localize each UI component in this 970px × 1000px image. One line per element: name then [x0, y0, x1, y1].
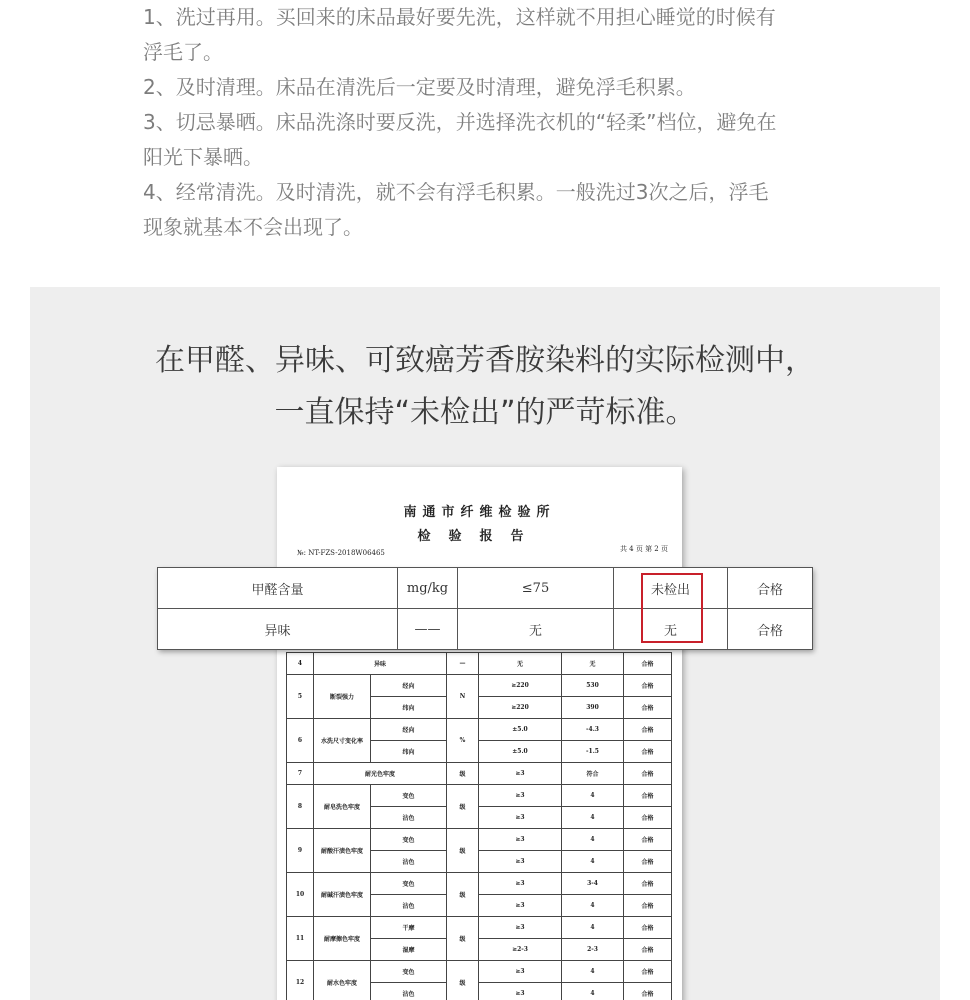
report-cell-unit: 级	[447, 873, 479, 917]
highlight-item: 异味	[158, 609, 398, 650]
report-cell-no: 11	[287, 917, 314, 961]
report-cell-item: 耐水色牢度	[314, 961, 371, 1000]
table-row	[287, 653, 672, 675]
report-cell-sub: 沾色	[371, 895, 447, 917]
headline-line-1: 在甲醛、异味、可致癌芳香胺染料的实际检测中，	[155, 343, 815, 378]
report-cell-no: 12	[287, 961, 314, 1000]
report-number: №: NT-FZS-2018W06465	[297, 549, 385, 557]
report-cell-verdict: 合格	[624, 807, 672, 829]
report-institute: 南通市纤维检验所	[403, 505, 556, 520]
report-cell-result: 4	[562, 961, 624, 983]
report-cell-result: 390	[562, 697, 624, 719]
report-cell-std: ≥3	[479, 829, 562, 851]
care-tip-2: 2、及时清理。床品在清洗后一定要及时清理，避免浮毛积累。	[143, 75, 696, 99]
report-cell-std: ≥3	[479, 873, 562, 895]
report-cell-unit: 级	[447, 961, 479, 1000]
report-cell-result: 4	[562, 807, 624, 829]
report-cell-result: 4	[562, 829, 624, 851]
report-page-info: 共 4 页 第 2 页	[619, 545, 668, 553]
highlight-item: 甲醛含量	[158, 568, 398, 609]
report-cell-no: 5	[287, 675, 314, 719]
section-headline	[0, 335, 970, 439]
care-tips-list	[143, 0, 843, 245]
highlight-unit: mg/kg	[398, 568, 458, 609]
report-cell-sub: 变色	[371, 961, 447, 983]
care-tip-4: 4、经常清洗。及时清洗，就不会有浮毛积累。一般洗过3次之后，浮毛 现象就基本不会出现了。	[143, 180, 769, 239]
highlight-verdict: 合格	[728, 609, 813, 650]
report-cell-sub: 湿摩	[371, 939, 447, 961]
report-cell-no: 8	[287, 785, 314, 829]
report-cell-sub: 变色	[371, 785, 447, 807]
report-cell-result: -4.3	[562, 719, 624, 741]
report-cell-result: 3-4	[562, 873, 624, 895]
report-cell-sub: 变色	[371, 829, 447, 851]
care-tip-1: 1、洗过再用。买回来的床品最好要先洗，这样就不用担心睡觉的时候有 浮毛了。	[143, 5, 776, 64]
highlight-standard: ≤75	[458, 568, 614, 609]
report-cell-item: 断裂强力	[314, 675, 371, 719]
report-cell-std: ≥3	[479, 807, 562, 829]
highlight-results-table	[157, 567, 812, 649]
highlight-verdict: 合格	[728, 568, 813, 609]
table-row	[287, 961, 672, 983]
report-cell-std: ≥220	[479, 697, 562, 719]
report-cell-result: 2-3	[562, 939, 624, 961]
report-cell-sub: 沾色	[371, 983, 447, 1000]
highlight-row-formaldehyde	[158, 568, 813, 609]
report-cell-sub: 沾色	[371, 807, 447, 829]
report-cell-verdict: 合格	[624, 873, 672, 895]
highlight-result: 无	[614, 609, 728, 650]
report-cell-unit: %	[447, 719, 479, 763]
report-cell-result: 4	[562, 851, 624, 873]
table-row	[287, 763, 672, 785]
report-cell-verdict: 合格	[624, 785, 672, 807]
report-cell-unit: N	[447, 675, 479, 719]
report-cell-verdict: 合格	[624, 697, 672, 719]
report-cell-item: 耐皂洗色牢度	[314, 785, 371, 829]
table-row	[287, 785, 672, 807]
report-cell-item: 耐碱汗渍色牢度	[314, 873, 371, 917]
table-row	[287, 675, 672, 697]
report-cell-std: ≥3	[479, 851, 562, 873]
headline-line-2: 一直保持“未检出”的严苛标准。	[274, 395, 696, 430]
highlight-standard: 无	[458, 609, 614, 650]
report-cell-verdict: 合格	[624, 895, 672, 917]
table-row	[287, 873, 672, 895]
report-cell-verdict: 合格	[624, 851, 672, 873]
report-cell-std: ≥3	[479, 917, 562, 939]
report-cell-no: 9	[287, 829, 314, 873]
report-cell-result: 无	[562, 653, 624, 675]
report-cell-no: 4	[287, 653, 314, 675]
table-row	[287, 719, 672, 741]
report-cell-sub: 变色	[371, 873, 447, 895]
report-cell-no: 7	[287, 763, 314, 785]
report-cell-std: ≥2-3	[479, 939, 562, 961]
report-cell-verdict: 合格	[624, 983, 672, 1000]
table-row	[287, 829, 672, 851]
report-cell-result: 530	[562, 675, 624, 697]
report-cell-sub: 经向	[371, 719, 447, 741]
report-cell-item: 耐摩擦色牢度	[314, 917, 371, 961]
highlight-row-odor	[158, 609, 813, 650]
report-cell-std: ≥3	[479, 961, 562, 983]
report-cell-std: ≥220	[479, 675, 562, 697]
care-tip-3: 3、切忌暴晒。床品洗涤时要反洗，并选择洗衣机的“轻柔”档位，避免在 阳光下暴晒。	[143, 110, 777, 169]
report-cell-unit: —	[447, 653, 479, 675]
report-cell-verdict: 合格	[624, 653, 672, 675]
report-cell-no: 10	[287, 873, 314, 917]
report-cell-item: 耐酸汗渍色牢度	[314, 829, 371, 873]
report-cell-std: ±5.0	[479, 741, 562, 763]
report-cell-item: 异味	[314, 653, 447, 675]
report-cell-verdict: 合格	[624, 741, 672, 763]
report-cell-std: 无	[479, 653, 562, 675]
report-cell-std: ±5.0	[479, 719, 562, 741]
report-cell-sub: 沾色	[371, 851, 447, 873]
report-cell-verdict: 合格	[624, 719, 672, 741]
report-cell-verdict: 合格	[624, 961, 672, 983]
report-cell-sub: 干摩	[371, 917, 447, 939]
report-cell-result: 符合	[562, 763, 624, 785]
highlight-result: 未检出	[614, 568, 728, 609]
report-cell-result: 4	[562, 895, 624, 917]
report-cell-verdict: 合格	[624, 917, 672, 939]
report-cell-verdict: 合格	[624, 763, 672, 785]
report-cell-unit: 级	[447, 829, 479, 873]
report-cell-item: 水洗尺寸变化率	[314, 719, 371, 763]
report-cell-std: ≥3	[479, 785, 562, 807]
highlight-unit: ——	[398, 609, 458, 650]
report-cell-std: ≥3	[479, 763, 562, 785]
table-row	[287, 917, 672, 939]
report-cell-result: 4	[562, 917, 624, 939]
inspection-report-image	[277, 467, 682, 1000]
report-cell-std: ≥3	[479, 895, 562, 917]
report-cell-verdict: 合格	[624, 939, 672, 961]
report-table	[286, 652, 672, 1000]
report-cell-verdict: 合格	[624, 829, 672, 851]
report-cell-unit: 级	[447, 917, 479, 961]
report-cell-result: -1.5	[562, 741, 624, 763]
report-cell-sub: 纬向	[371, 697, 447, 719]
report-cell-sub: 经向	[371, 675, 447, 697]
report-cell-unit: 级	[447, 763, 479, 785]
report-cell-std: ≥3	[479, 983, 562, 1000]
report-cell-verdict: 合格	[624, 675, 672, 697]
report-cell-item: 耐光色牢度	[314, 763, 447, 785]
report-title: 检验报告	[417, 529, 542, 544]
report-cell-result: 4	[562, 785, 624, 807]
report-cell-no: 6	[287, 719, 314, 763]
report-cell-sub: 纬向	[371, 741, 447, 763]
report-cell-result: 4	[562, 983, 624, 1000]
report-cell-unit: 级	[447, 785, 479, 829]
